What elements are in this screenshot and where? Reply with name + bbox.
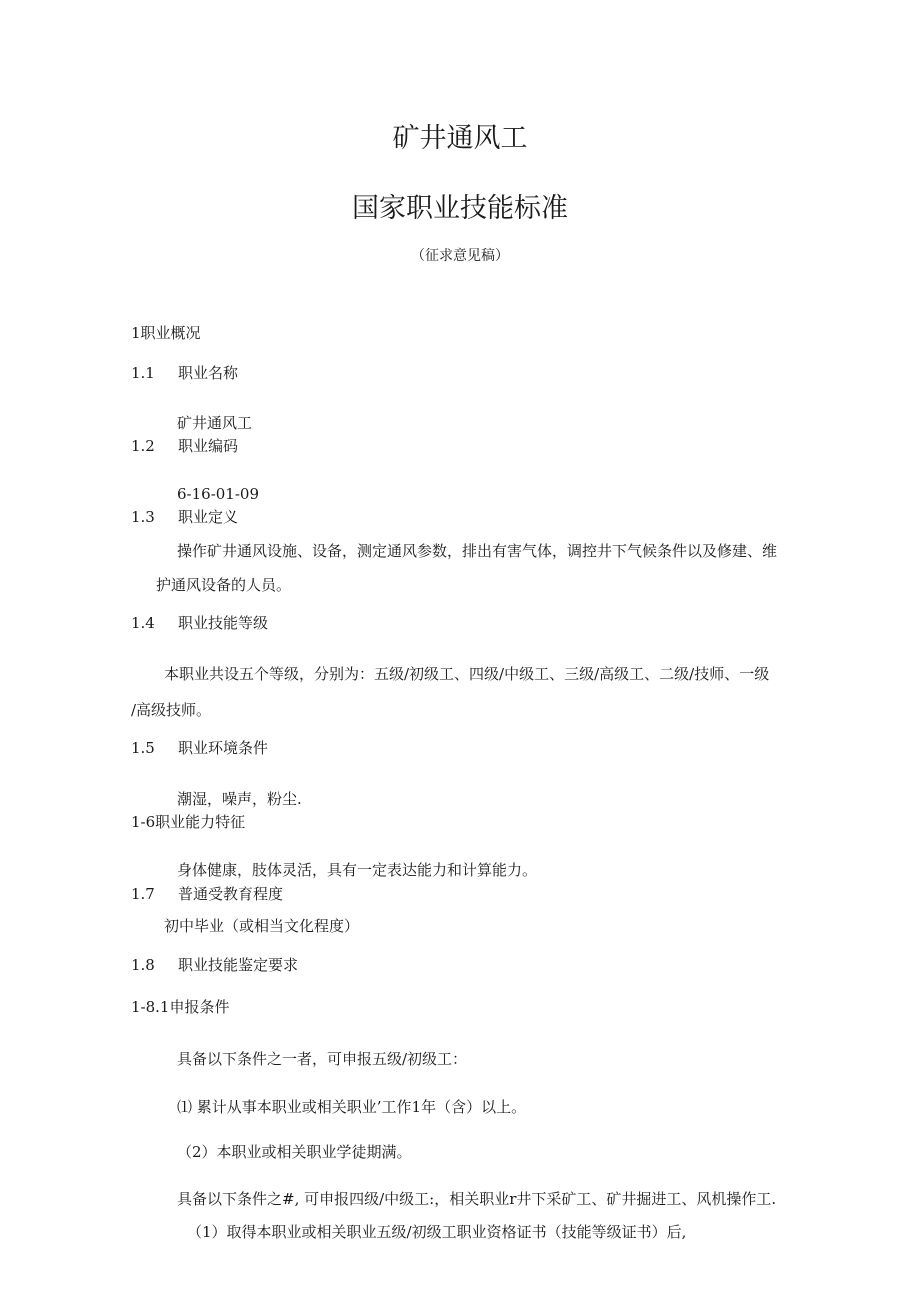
section-number: 1.2 <box>131 437 155 455</box>
paragraph-line: 操作矿井通风设施、设备，测定通风参数，排出有害气体，调控井下气候条件以及修建、维 <box>177 542 778 560</box>
section-heading <box>131 955 298 975</box>
list-item: （2）本职业或相关职业学徒期满。 <box>177 1143 412 1161</box>
section-label: 职业编码 <box>178 437 239 455</box>
section-heading <box>131 884 283 904</box>
paragraph: 身体健康，肢体灵活，具有一定表达能力和计算能力。 <box>177 861 538 879</box>
section-heading <box>131 436 238 456</box>
paragraph: 初中毕业（或相当文化程度） <box>164 917 360 935</box>
paragraph: 矿井通风工 <box>177 414 253 432</box>
subsection-heading: 1-8.1申报条件 <box>131 998 230 1016</box>
document-subtitle-title: 国家职业技能标准 <box>352 193 568 224</box>
section-heading <box>131 738 268 758</box>
list-item: （1）取得本职业或相关职业五级/初级工职业资格证书（技能等级证书）后, <box>187 1223 687 1241</box>
section-number: 1.5 <box>131 739 155 757</box>
section-heading: 1-6职业能力特征 <box>131 813 246 831</box>
section-number: 1.1 <box>131 364 155 382</box>
paragraph-line: 本职业共设五个等级，分别为：五级/初级工、四级/中级工、三级/高级工、二级/技师、一级 <box>164 665 770 683</box>
section-heading: 1职业概况 <box>131 324 201 342</box>
paragraph: 6-16-01-09 <box>177 485 260 503</box>
section-number: 1.7 <box>131 885 155 903</box>
section-number: 1.4 <box>131 614 155 632</box>
section-heading <box>131 613 268 633</box>
document-title: 矿井通风工 <box>392 123 528 154</box>
section-label: 职业定义 <box>178 508 239 526</box>
section-label: 职业技能等级 <box>178 614 269 632</box>
paragraph: 具备以下条件之一者，可申报五级/初级工： <box>177 1050 468 1068</box>
paragraph: 潮湿，噪声，粉尘. <box>177 790 302 808</box>
paragraph-line: 护通风设备的人员。 <box>156 576 292 594</box>
section-label: 职业技能鉴定要求 <box>178 956 299 974</box>
section-heading <box>131 507 238 527</box>
paragraph: 具备以下条件之#, 可申报四级/中级工:，相关职业r井下采矿工、矿井掘进工、风机操作工. <box>177 1190 777 1208</box>
section-number: 1.8 <box>131 956 155 974</box>
section-label: 普通受教育程度 <box>178 885 284 903</box>
list-item: ⑴ 累计从事本职业或相关职业’工作1年（含）以上。 <box>177 1098 527 1116</box>
section-label: 职业名称 <box>178 364 239 382</box>
paragraph-line: /高级技师。 <box>131 701 212 719</box>
section-number: 1.3 <box>131 508 155 526</box>
section-label: 职业环境条件 <box>178 739 269 757</box>
section-heading <box>131 363 238 383</box>
draft-note: （征求意见稿） <box>411 248 509 264</box>
